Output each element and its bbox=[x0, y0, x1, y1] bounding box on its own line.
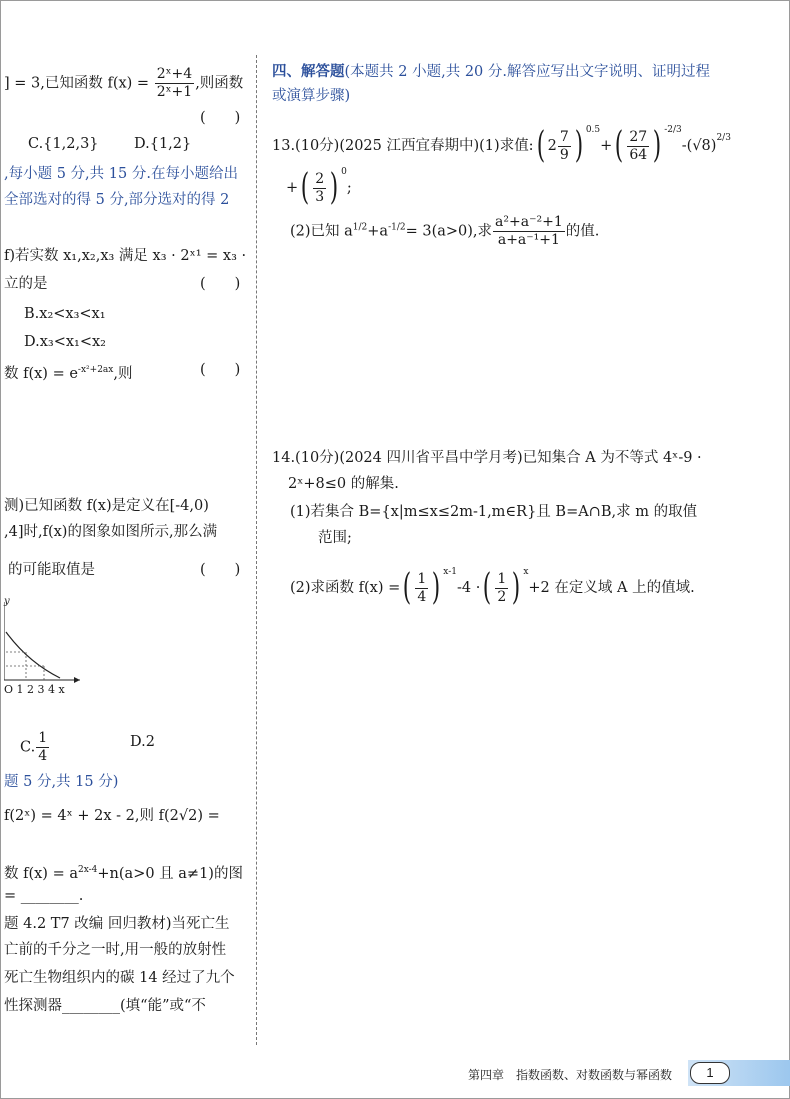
question-line: 数 $f(x) = e^{-x^2+2ax}$,则 bbox=[4, 365, 133, 382]
question-14-part-1b: 范围; bbox=[318, 530, 352, 546]
question-14-part-1: (1)若集合 B={x|m≤x≤2m-1,m∈R}且 B=A∩B,求 m 的取值 bbox=[290, 504, 698, 520]
option-c: C. $\frac{1}{4}$ bbox=[20, 730, 48, 764]
answer-bracket: ( ) bbox=[200, 276, 241, 292]
graph-x-ticks: O 1 2 3 4 x bbox=[4, 683, 65, 696]
question-line: 性探测器________(填“能”或“不 bbox=[4, 998, 206, 1014]
option-d: D.{1,2} bbox=[134, 136, 192, 152]
fraction: $\frac{\text{2ˣ+4}}{\text{2ˣ+1}}$ bbox=[156, 66, 193, 100]
page-number: 1 bbox=[690, 1062, 730, 1084]
answer-bracket: ( ) bbox=[200, 110, 241, 126]
question-14-line-2: 2ˣ+8≤0 的解集. bbox=[288, 476, 399, 492]
option-c: C.{1,2,3} bbox=[28, 136, 99, 152]
question-line: 题 4.2 T7 改编 回归教材)当死亡生 bbox=[4, 916, 230, 932]
section-instruction: 题 5 分,共 15 分) bbox=[4, 774, 119, 790]
question-13-part-1b: +( $\frac{2}{3}$ ) $^0$; bbox=[286, 167, 352, 208]
question-line: 测)已知函数 f(x)是定义在[-4,0) bbox=[4, 498, 209, 514]
question-14-head: 14.(10分)(2024 四川省平昌中学月考)已知集合 A 为不等式 4ˣ-9 · bbox=[272, 450, 702, 466]
question-line: 立的是 bbox=[4, 276, 48, 292]
option-b: B.x₂<x₃<x₁ bbox=[24, 306, 106, 322]
footer-chapter: 第四章 指数函数、对数函数与幂函数 bbox=[468, 1068, 673, 1082]
option-d: D.2 bbox=[130, 734, 155, 750]
question-line: 死亡生物组织内的碳 14 经过了九个 bbox=[4, 970, 235, 986]
column-divider bbox=[256, 55, 257, 1045]
question-line: f)若实数 x₁,x₂,x₃ 满足 x₃ · 2ˣ¹ = x₃ · bbox=[4, 248, 247, 264]
section-title: 四、解答题 bbox=[272, 63, 345, 80]
question-13-part-2: (2)已知 $a^{1/2}+a^{-1/2}= 3(a>0)$,求 $\frac{\text{a²+a⁻²+1}}{\text{a+a⁻¹+1}}$ 的值. bbox=[290, 214, 600, 248]
question-14-part-2: (2)求函数 f(x) =( $\frac{1}{4}$ ) $^{x-1}$-4 ·( $\frac{1}{2}$ ) $^x$+2 在定义域 A 上的值域. bbox=[290, 567, 695, 608]
question-line: 数 $f(x) = a^{2x-4}+n(a>0$ 且 a≠1)的图 bbox=[4, 865, 243, 882]
answer-bracket: ( ) bbox=[200, 362, 241, 378]
option-d: D.x₃<x₁<x₂ bbox=[24, 334, 106, 350]
question-line: = ________. bbox=[4, 888, 84, 904]
question-line: ,4]时,f(x)的图象如图所示,那么满 bbox=[4, 524, 218, 540]
function-graph bbox=[4, 596, 84, 696]
answer-bracket: ( ) bbox=[200, 562, 241, 578]
section-header: 四、解答题(本题共 2 小题,共 20 分.解答应写出文字说明、证明过程 bbox=[272, 63, 710, 80]
question-line: 的可能取值是 bbox=[8, 562, 95, 578]
graph-y-label: y bbox=[4, 596, 10, 607]
question-line: f(2ˣ) = 4ˣ + 2x - 2,则 f(2√2) = bbox=[4, 808, 220, 824]
section-instruction: ,每小题 5 分,共 15 分.在每小题给出 bbox=[4, 166, 238, 182]
question-line: 亡前的千分之一时,用一般的放射性 bbox=[4, 942, 227, 958]
question-13-part-1: 13.(10分)(2025 江西宜春期中)(1)求值:( 2 $\frac{7}{9}$ ) $^{0.5}$+( $\frac{27}{64}$ ) $^{-2/3}-(√8)^{2/3}$ bbox=[272, 125, 731, 166]
left-line-1: ] = 3,已知函数 f(x) = $\frac{\text{2ˣ+4}}{\text{2ˣ+1}}$ ,则函数 bbox=[4, 66, 244, 100]
section-header-2: 或演算步骤) bbox=[272, 88, 351, 104]
section-instruction-2: 全部选对的得 5 分,部分选对的得 2 bbox=[4, 192, 230, 208]
